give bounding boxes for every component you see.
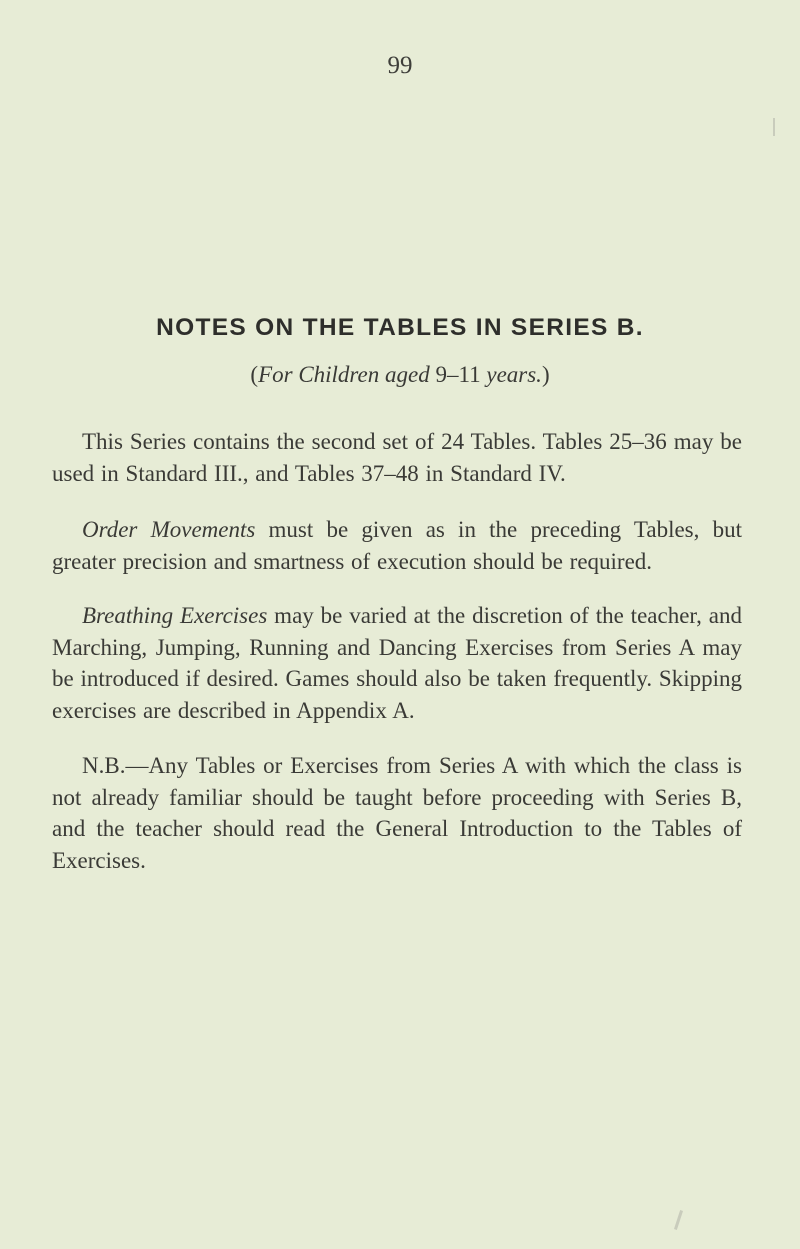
- paragraph-intro: [52, 426, 742, 489]
- subtitle-italic-part-a: For Children aged: [258, 362, 430, 387]
- subtitle-ages: 9–11: [435, 362, 481, 387]
- breathing-exercises-text: may be varied at the discretion of the teacher, and Marching, Jumping, Running and Dancing Exercises from Series A may be introduced if desired. Games should also be taken frequently. Skipping exercises are described in Appendix A.: [52, 603, 742, 723]
- subtitle-italic-part-b: years.: [486, 362, 542, 387]
- order-movements-text: must be given as in the preceding Tables, but greater precision and smartness of execution should be required.: [52, 517, 742, 574]
- section-subtitle: [0, 362, 800, 388]
- subtitle-open-paren: (: [250, 362, 259, 387]
- paragraph-nota-bene: [52, 750, 742, 876]
- order-movements-term: Order Movements: [82, 517, 256, 542]
- page-number: 99: [387, 52, 413, 79]
- nota-bene-text: N.B.—Any Tables or Exercises from Series A with which the class is not already familiar should be taught before proceeding with Series B, and the teacher should read the General Introduction to the Tables of Exercises.: [52, 753, 742, 873]
- breathing-exercises-term: Breathing Exercises: [82, 603, 268, 628]
- subtitle-close-paren: ): [541, 362, 550, 387]
- paragraph-order-movements: [52, 514, 742, 577]
- paper-speck: [674, 1210, 683, 1230]
- paper-speck: [773, 118, 775, 136]
- section-title: NOTES ON THE TABLES IN SERIES B.: [156, 314, 644, 341]
- paragraph-breathing-exercises: [52, 600, 742, 726]
- paragraph-intro-text: This Series contains the second set of 24 Tables. Tables 25–36 may be used in Standard III., and Tables 37–48 in Standard IV.: [52, 429, 742, 486]
